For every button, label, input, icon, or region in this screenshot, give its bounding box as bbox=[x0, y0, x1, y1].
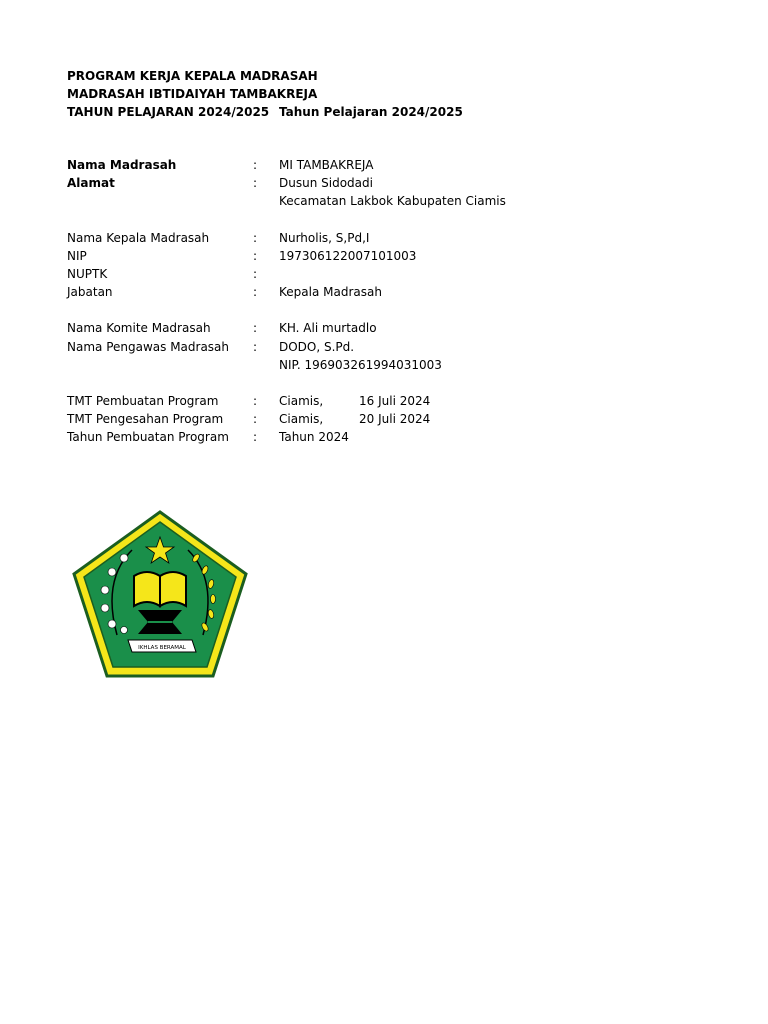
label-nip: NIP bbox=[67, 248, 87, 263]
label-nuptk: NUPTK bbox=[67, 266, 108, 281]
colon: : bbox=[253, 339, 258, 354]
row-kepala bbox=[67, 229, 727, 247]
row-jabatan bbox=[67, 283, 727, 301]
value-pengawas-nip: NIP. 196903261994031003 bbox=[279, 357, 442, 372]
value-tmt-pembuatan-date: 16 Juli 2024 bbox=[359, 393, 431, 408]
document-header bbox=[67, 67, 463, 121]
motto-text: IKHLAS BERAMAL bbox=[138, 645, 186, 651]
label-kepala: Nama Kepala Madrasah bbox=[67, 230, 210, 245]
value-komite: KH. Ali murtadlo bbox=[279, 321, 377, 336]
row-tahun-pembuatan bbox=[67, 428, 727, 446]
row-pengawas-nip bbox=[67, 356, 727, 374]
label-tmt-pembuatan: TMT Pembuatan Program bbox=[67, 393, 219, 408]
label-jabatan: Jabatan bbox=[67, 285, 113, 300]
label-pengawas: Nama Pengawas Madrasah bbox=[67, 339, 230, 354]
colon: : bbox=[253, 321, 258, 336]
value-tmt-pengesahan-date: 20 Juli 2024 bbox=[359, 412, 431, 427]
row-tmt-pembuatan bbox=[67, 392, 727, 410]
value-tmt-pengesahan-place: Ciamis, bbox=[279, 412, 324, 427]
row-tmt-pengesahan bbox=[67, 410, 727, 428]
colon: : bbox=[253, 393, 258, 408]
colon: : bbox=[253, 266, 258, 281]
header-title-line-1: PROGRAM KERJA KEPALA MADRASAH bbox=[67, 69, 318, 83]
value-kepala: Nurholis, S,Pd,I bbox=[279, 230, 370, 245]
row-nuptk bbox=[67, 265, 727, 283]
label-komite: Nama Komite Madrasah bbox=[67, 321, 211, 336]
value-tmt-pembuatan-place: Ciamis, bbox=[279, 393, 324, 408]
colon: : bbox=[253, 248, 258, 263]
value-alamat-2: Kecamatan Lakbok Kabupaten Ciamis bbox=[279, 194, 506, 209]
row-komite bbox=[67, 319, 727, 337]
header-title-line-2: MADRASAH IBTIDAIYAH TAMBAKREJA bbox=[67, 87, 318, 101]
row-alamat bbox=[67, 174, 727, 192]
value-nip: 197306122007101003 bbox=[279, 248, 417, 263]
colon: : bbox=[253, 430, 258, 445]
label-alamat: Alamat bbox=[67, 176, 115, 191]
row-alamat-2 bbox=[67, 192, 727, 210]
colon: : bbox=[253, 285, 258, 300]
identity-table bbox=[67, 156, 727, 446]
label-nama-madrasah: Nama Madrasah bbox=[67, 158, 177, 172]
header-year-upper: TAHUN PELAJARAN 2024/2025 bbox=[67, 105, 270, 119]
row-nama-madrasah bbox=[67, 156, 727, 174]
value-jabatan: Kepala Madrasah bbox=[279, 285, 382, 300]
row-pengawas bbox=[67, 338, 727, 356]
value-alamat: Dusun Sidodadi bbox=[279, 176, 373, 191]
value-pengawas: DODO, S.Pd. bbox=[279, 339, 355, 354]
colon: : bbox=[253, 176, 258, 191]
header-year-mixed: Tahun Pelajaran 2024/2025 bbox=[279, 105, 463, 119]
label-tahun-pembuatan: Tahun Pembuatan Program bbox=[67, 430, 229, 445]
row-nip bbox=[67, 247, 727, 265]
colon: : bbox=[253, 230, 258, 245]
value-nama-madrasah: MI TAMBAKREJA bbox=[279, 158, 374, 172]
colon: : bbox=[253, 412, 258, 427]
header-title-line-3 bbox=[67, 103, 463, 121]
value-tahun-pembuatan: Tahun 2024 bbox=[279, 430, 349, 445]
kemenag-emblem-icon bbox=[72, 510, 248, 678]
colon: : bbox=[253, 158, 258, 172]
open-book-icon bbox=[134, 572, 160, 606]
label-tmt-pengesahan: TMT Pengesahan Program bbox=[67, 412, 224, 427]
